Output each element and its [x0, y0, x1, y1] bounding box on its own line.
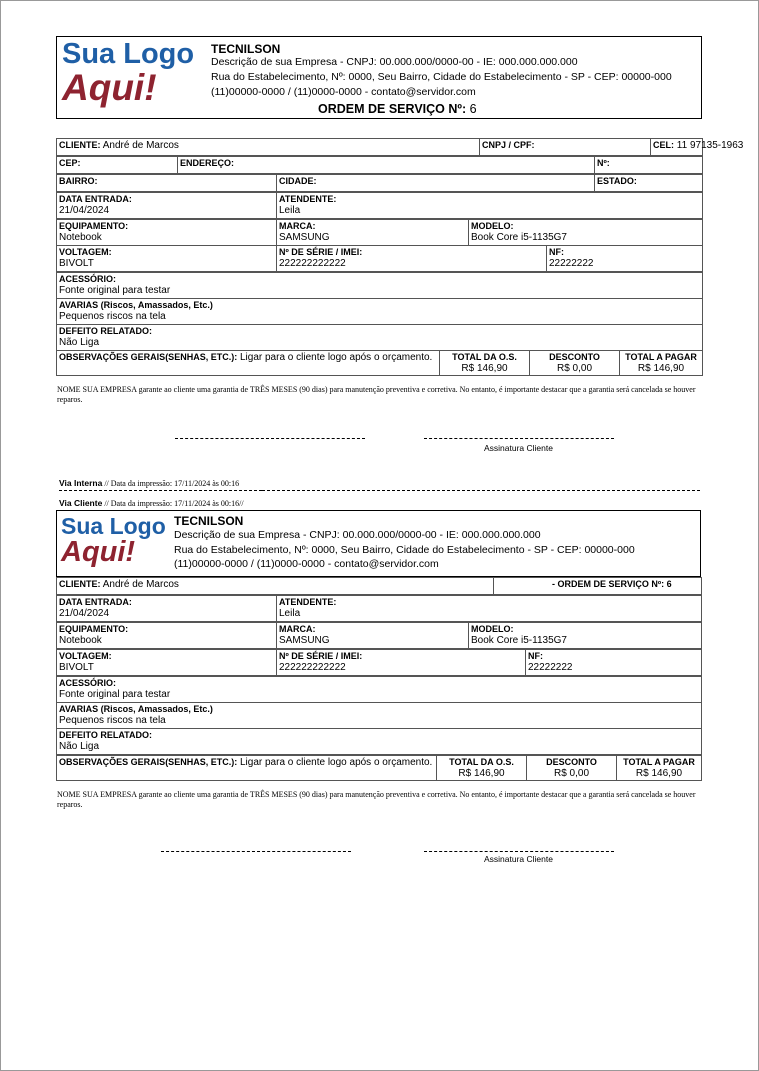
data-entrada-cell-2: DATA ENTRADA: 21/04/2024 — [57, 596, 277, 622]
cnpj-cell: CNPJ / CPF: — [480, 139, 651, 156]
defeito-value: Não Liga — [59, 337, 100, 348]
voltage-table-2 — [56, 649, 702, 676]
modelo-cell-2: MODELO: Book Core i5-1135G7 — [469, 623, 702, 649]
cut-line — [262, 490, 700, 491]
modelo-value: Book Core i5-1135G7 — [471, 232, 567, 243]
voltagem-cell: VOLTAGEM: BIVOLT — [57, 246, 277, 272]
data-entrada-value: 21/04/2024 — [59, 205, 110, 216]
total-os-value: R$ 146,90 — [461, 363, 508, 374]
equipamento-cell: EQUIPAMENTO: Notebook — [57, 220, 277, 246]
atendente-cell: ATENDENTE: Leila — [277, 193, 703, 219]
totals-table — [56, 350, 703, 376]
total-os-cell-2: TOTAL DA O.S. R$ 146,90 — [437, 756, 527, 781]
order-cell-2: - ORDEM DE SERVIÇO Nº: 6 — [494, 578, 702, 595]
nf-value: 22222222 — [549, 258, 594, 269]
acessorio-cell: ACESSÓRIO: Fonte original para testar — [57, 273, 703, 299]
atendente-cell-2: ATENDENTE: Leila — [277, 596, 702, 622]
marca-value: SAMSUNG — [279, 232, 330, 243]
total-pagar-value: R$ 146,90 — [637, 363, 685, 374]
marca-cell: MARCA: SAMSUNG — [277, 220, 469, 246]
endereco-cell: ENDEREÇO: — [178, 157, 595, 174]
client-cell: CLIENTE: André de Marcos — [57, 139, 480, 156]
company-name: TECNILSON — [211, 42, 281, 56]
voltagem-cell-2: VOLTAGEM: BIVOLT — [57, 650, 277, 676]
client-table — [56, 138, 744, 156]
company-description-2: Descrição de sua Empresa - CNPJ: 00.000.000/0000-00 - IE: 000.000.000.000 — [174, 529, 541, 541]
estado-cell: ESTADO: — [595, 175, 703, 192]
company-contact: (11)00000-0000 / (11)0000-0000 - contato@servidor.com — [211, 86, 476, 98]
guarantee-text-2: NOME SUA EMPRESA garante ao cliente uma garantia de TRÊS MESES (90 dias) para manutenção preventiva e corretiva. No entanto, é importante destacar que a garantia será cancelada se houver reparos. — [57, 790, 696, 809]
company-description: Descrição de sua Empresa - CNPJ: 00.000.000/0000-00 - IE: 000.000.000.000 — [211, 56, 578, 68]
desconto-cell: DESCONTO R$ 0,00 — [530, 351, 620, 376]
company-address: Rua do Estabelecimento, Nº: 0000, Seu Bairro, Cidade do Estabelecimento - SP - CEP: 00000-000 — [211, 71, 672, 83]
order-number: 6 — [469, 102, 477, 116]
total-os-cell: TOTAL DA O.S. R$ 146,90 — [440, 351, 530, 376]
equipamento-cell-2: EQUIPAMENTO: Notebook — [57, 623, 277, 649]
client-name: André de Marcos — [102, 140, 179, 151]
serie-cell: Nº DE SÉRIE / IMEI: 222222222222 — [277, 246, 547, 272]
signature-line-client — [424, 438, 614, 439]
voltagem-value: BIVOLT — [59, 258, 94, 269]
address-table — [56, 156, 703, 174]
equipamento-value: Notebook — [59, 232, 102, 243]
atendente-value: Leila — [279, 205, 301, 216]
company-contact-2: (11)00000-0000 / (11)0000-0000 - contato@servidor.com — [174, 558, 439, 570]
numero-cell: Nº: — [595, 157, 703, 174]
equipment-table — [56, 219, 703, 246]
total-pagar-cell: TOTAL A PAGAR R$ 146,90 — [620, 351, 703, 376]
signature-line-company-2 — [161, 851, 351, 852]
data-entrada-cell: DATA ENTRADA: 21/04/2024 — [57, 193, 277, 219]
signature-line-client-2 — [424, 851, 614, 852]
serie-value: 222222222222 — [279, 258, 346, 269]
order-title: ORDEM DE SERVIÇO Nº: 6 — [318, 102, 477, 116]
voltage-table — [56, 245, 703, 272]
via-cliente: Via Cliente // Data da impressão: 17/11/2024 às 00:16// — [59, 498, 244, 508]
observacoes-value: Ligar para o cliente logo após o orçamento. — [239, 352, 433, 363]
observacoes-cell: OBSERVAÇÕES GERAIS(SENHAS, ETC.): Ligar para o cliente logo após o orçamento. — [57, 351, 440, 376]
cep-cell: CEP: — [57, 157, 178, 174]
guarantee-text: NOME SUA EMPRESA garante ao cliente uma garantia de TRÊS MESES (90 dias) para manutenção preventiva e corretiva. No entanto, é importante destacar que a garantia será cancelada se houver reparos. — [57, 385, 696, 404]
avarias-value: Pequenos riscos na tela — [59, 311, 166, 322]
cut-line-left — [59, 490, 262, 491]
signature-line-company — [175, 438, 365, 439]
defeito-cell-2: DEFEITO RELATADO: Não Liga — [57, 729, 702, 755]
client-cell-2: CLIENTE: André de Marcos — [57, 578, 494, 595]
client-table-2 — [56, 577, 702, 595]
company-address-2: Rua do Estabelecimento, Nº: 0000, Seu Bairro, Cidade do Estabelecimento - SP - CEP: 00000-000 — [174, 544, 635, 556]
total-pagar-cell-2: TOTAL A PAGAR R$ 146,90 — [617, 756, 702, 781]
nf-cell: NF: 22222222 — [547, 246, 703, 272]
entry-table — [56, 192, 703, 219]
nf-cell-2: NF: 22222222 — [526, 650, 702, 676]
totals-table-2 — [56, 755, 702, 781]
defeito-cell: DEFEITO RELATADO: Não Liga — [57, 325, 703, 351]
marca-cell-2: MARCA: SAMSUNG — [277, 623, 469, 649]
company-logo-2: Sua Logo Aqui! — [61, 513, 166, 568]
desconto-cell-2: DESCONTO R$ 0,00 — [527, 756, 617, 781]
acessorio-value: Fonte original para testar — [59, 285, 171, 296]
avarias-cell: AVARIAS (Riscos, Amassados, Etc.) Pequenos riscos na tela — [57, 299, 703, 325]
cel-cell: CEL: 11 97135-1963 — [651, 139, 703, 156]
signature-label: Assinatura Cliente — [484, 443, 553, 453]
details-table-2 — [56, 676, 702, 755]
cel-value: 11 97135-1963 — [676, 140, 744, 151]
modelo-cell: MODELO: Book Core i5-1135G7 — [469, 220, 703, 246]
signature-label-2: Assinatura Cliente — [484, 854, 553, 864]
bairro-cell: BAIRRO: — [57, 175, 277, 192]
via-interna: Via Interna // Data da impressão: 17/11/2024 às 00:16 — [59, 478, 240, 488]
serie-cell-2: Nº DE SÉRIE / IMEI: 222222222222 — [277, 650, 526, 676]
entry-table-2 — [56, 595, 702, 622]
desconto-value: R$ 0,00 — [556, 363, 593, 374]
equipment-table-2 — [56, 622, 702, 649]
cidade-cell: CIDADE: — [277, 175, 595, 192]
details-table — [56, 272, 703, 351]
avarias-cell-2: AVARIAS (Riscos, Amassados, Etc.) Pequenos riscos na tela — [57, 703, 702, 729]
bairro-table — [56, 174, 703, 192]
company-name-2: TECNILSON — [174, 514, 244, 528]
observacoes-cell-2: OBSERVAÇÕES GERAIS(SENHAS, ETC.): Ligar para o cliente logo após o orçamento. — [57, 756, 437, 781]
company-logo: Sua Logo Aqui! — [62, 38, 195, 108]
acessorio-cell-2: ACESSÓRIO: Fonte original para testar — [57, 677, 702, 703]
